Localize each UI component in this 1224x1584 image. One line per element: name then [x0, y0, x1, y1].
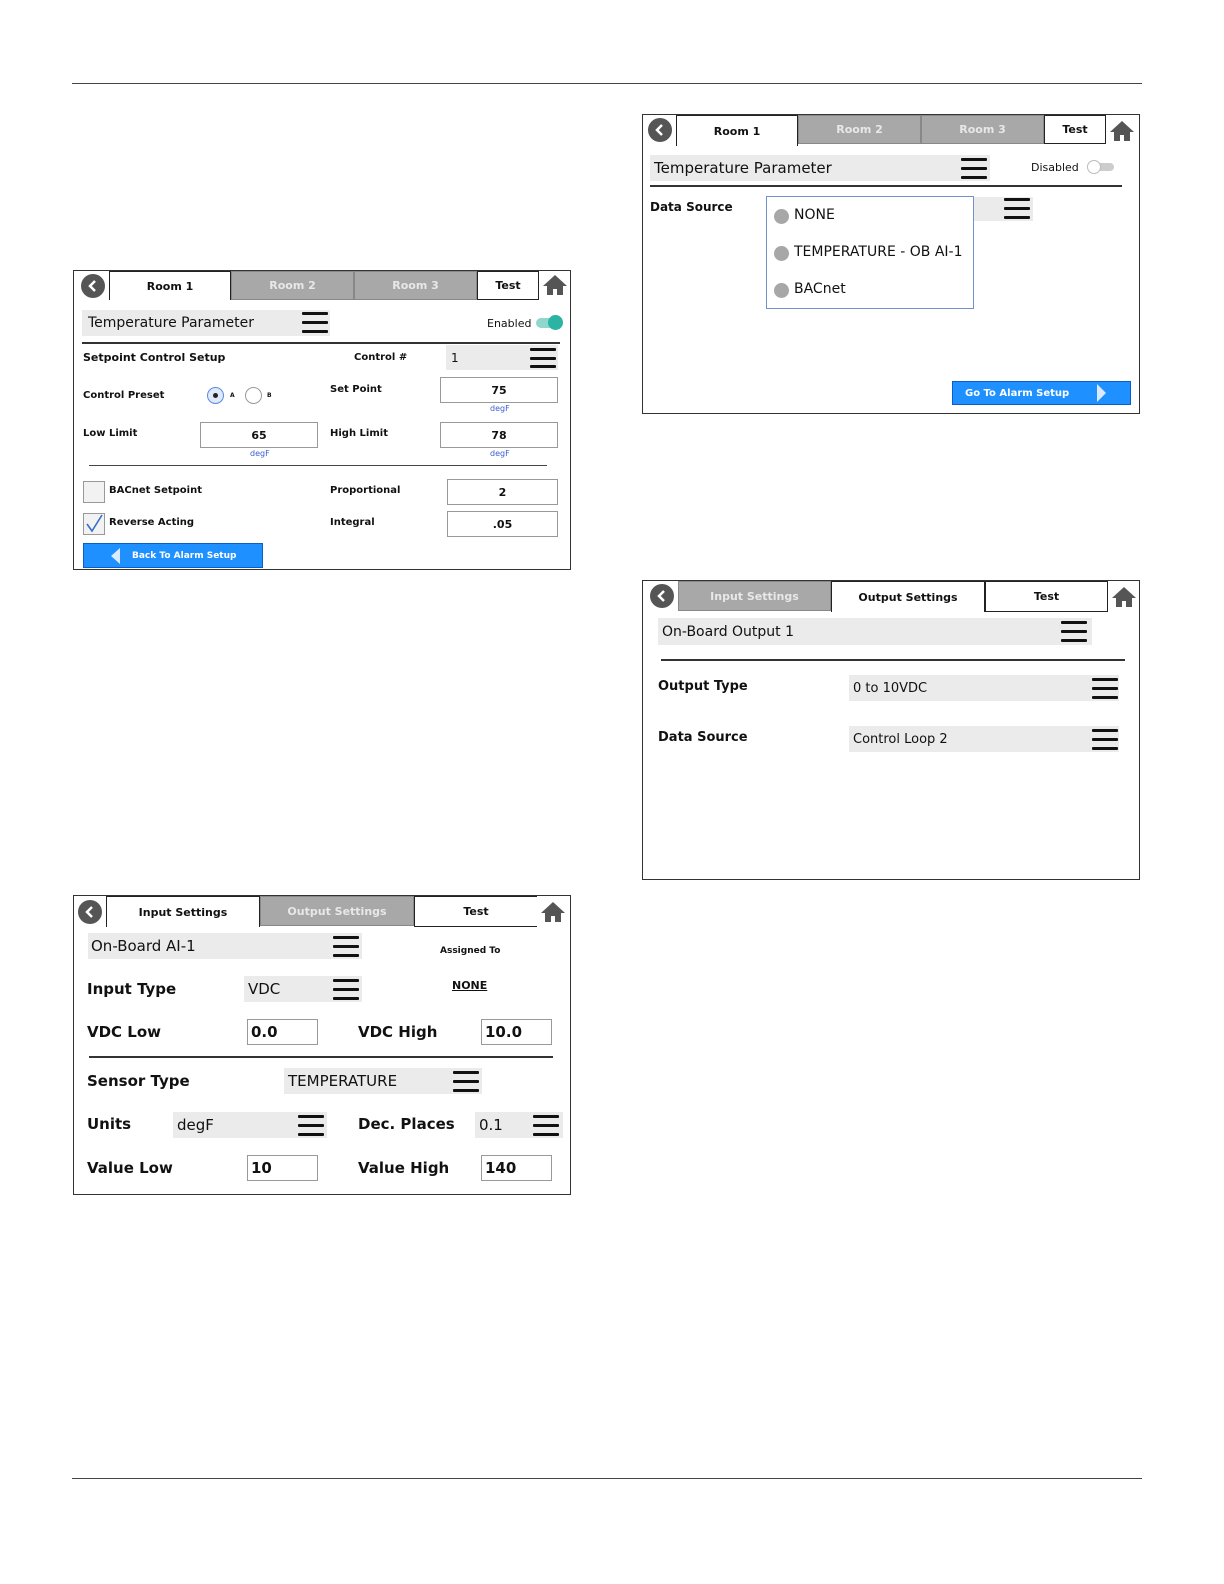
data-source-select[interactable] — [849, 726, 1119, 752]
proportional-input[interactable]: 2 — [447, 479, 558, 505]
input-type-value: VDC — [248, 980, 281, 998]
dec-places-label: Dec. Places — [358, 1115, 455, 1133]
screen-setpoint-control — [73, 270, 571, 570]
set-point-input[interactable]: 75 — [440, 377, 558, 403]
section-divider — [89, 465, 547, 466]
menu-icon[interactable] — [1061, 621, 1087, 642]
option-none-label: NONE — [794, 207, 835, 223]
back-button[interactable] — [81, 274, 105, 298]
high-limit-label: High Limit — [330, 428, 388, 439]
go-to-alarm-setup-button[interactable] — [952, 381, 1131, 405]
preset-a-label: A — [230, 392, 235, 399]
set-point-label: Set Point — [330, 384, 382, 395]
menu-icon[interactable] — [1092, 729, 1118, 750]
proportional-label: Proportional — [330, 485, 401, 496]
tab-input-settings[interactable]: Input Settings — [678, 581, 831, 611]
option-bacnet-label: BACnet — [794, 281, 846, 297]
output-type-select[interactable] — [849, 675, 1119, 701]
tab-room-3[interactable]: Room 3 — [354, 271, 477, 300]
data-source-dropdown — [766, 196, 974, 309]
vdc-high-label: VDC High — [358, 1023, 438, 1041]
set-point-unit: degF — [490, 404, 510, 413]
option-bacnet[interactable] — [767, 278, 973, 302]
menu-icon[interactable] — [333, 979, 359, 1000]
sensor-type-label: Sensor Type — [87, 1072, 190, 1090]
menu-icon[interactable] — [533, 1115, 559, 1136]
high-limit-input[interactable]: 78 — [440, 422, 558, 448]
chevron-left-icon — [83, 905, 97, 919]
header-divider — [82, 342, 560, 344]
tab-input-settings[interactable]: Input Settings — [106, 896, 260, 927]
output-type-label: Output Type — [658, 679, 748, 694]
menu-icon[interactable] — [1092, 678, 1118, 699]
value-low-label: Value Low — [87, 1159, 173, 1177]
status-label: Disabled — [1031, 161, 1079, 174]
control-label: Control # — [354, 352, 408, 363]
option-temperature-label: TEMPERATURE - OB AI-1 — [794, 244, 963, 260]
assigned-to-link[interactable]: NONE — [452, 979, 488, 992]
tab-test[interactable]: Test — [477, 271, 539, 300]
option-radio — [774, 283, 789, 298]
screen-input-settings — [73, 895, 571, 1195]
bacnet-setpoint-checkbox[interactable] — [83, 481, 105, 503]
go-to-alarm-setup-label: Go To Alarm Setup — [965, 387, 1070, 399]
header-divider — [661, 659, 1125, 661]
low-limit-label: Low Limit — [83, 428, 138, 439]
parameter-select[interactable] — [82, 310, 330, 336]
data-source-label: Data Source — [658, 730, 748, 745]
arrow-right-icon — [1096, 384, 1107, 402]
tab-room-2[interactable]: Room 2 — [231, 271, 354, 300]
vdc-low-label: VDC Low — [87, 1023, 162, 1041]
preset-b-radio[interactable] — [245, 387, 262, 404]
arrow-left-icon — [110, 548, 122, 564]
sensor-type-value: TEMPERATURE — [288, 1072, 398, 1090]
tab-output-settings[interactable]: Output Settings — [260, 896, 414, 926]
value-high-label: Value High — [358, 1159, 450, 1177]
menu-icon[interactable] — [302, 312, 328, 333]
reverse-acting-label: Reverse Acting — [109, 517, 195, 528]
value-low-input[interactable]: 10 — [247, 1155, 318, 1181]
input-select-value: On-Board AI-1 — [91, 937, 196, 955]
chevron-left-icon — [653, 123, 667, 137]
home-icon[interactable] — [1111, 586, 1137, 612]
status-label: Enabled — [487, 317, 532, 330]
tab-room-1[interactable]: Room 1 — [109, 271, 231, 300]
tab-output-settings[interactable]: Output Settings — [831, 581, 985, 612]
page-bottom-rule — [72, 1478, 1142, 1479]
check-icon — [84, 514, 104, 534]
control-select-value: 1 — [451, 350, 459, 365]
tab-test[interactable]: Test — [1044, 115, 1106, 144]
back-button[interactable] — [648, 118, 672, 142]
parameter-select-value: Temperature Parameter — [654, 159, 832, 177]
option-radio — [774, 246, 789, 261]
toggle-knob — [548, 315, 563, 330]
home-icon[interactable] — [540, 901, 566, 927]
vdc-low-input[interactable]: 0.0 — [247, 1019, 318, 1045]
tab-room-2[interactable]: Room 2 — [798, 115, 921, 144]
menu-icon[interactable] — [298, 1115, 324, 1136]
back-button[interactable] — [78, 900, 102, 924]
data-source-value: Control Loop 2 — [853, 731, 948, 747]
menu-icon[interactable] — [530, 348, 556, 368]
tab-test[interactable]: Test — [414, 896, 537, 927]
toggle-knob — [1087, 160, 1101, 174]
tab-room-1[interactable]: Room 1 — [676, 115, 798, 146]
parameter-select-value: Temperature Parameter — [88, 315, 254, 331]
reverse-acting-checkbox[interactable] — [83, 513, 105, 535]
input-select[interactable] — [88, 933, 362, 959]
low-limit-input[interactable]: 65 — [200, 422, 318, 448]
back-to-alarm-setup-label: Back To Alarm Setup — [132, 550, 237, 561]
units-value: degF — [177, 1116, 214, 1134]
chevron-left-icon — [86, 279, 100, 293]
menu-icon[interactable] — [961, 158, 987, 179]
section-divider — [89, 1056, 553, 1058]
back-to-alarm-setup-button[interactable] — [83, 543, 263, 568]
disabled-toggle[interactable] — [1090, 163, 1114, 171]
output-type-value: 0 to 10VDC — [853, 680, 928, 696]
data-source-label: Data Source — [650, 200, 733, 214]
page-top-rule — [72, 83, 1142, 84]
control-preset-label: Control Preset — [83, 390, 165, 401]
tab-room-3[interactable]: Room 3 — [921, 115, 1044, 144]
low-limit-unit: degF — [250, 449, 270, 458]
menu-icon[interactable] — [1004, 198, 1030, 219]
dec-places-value: 0.1 — [479, 1116, 503, 1134]
vdc-high-input[interactable]: 10.0 — [481, 1019, 552, 1045]
high-limit-unit: degF — [490, 449, 510, 458]
back-button[interactable] — [650, 584, 674, 608]
screen-data-source — [642, 114, 1140, 414]
preset-a-radio[interactable] — [207, 387, 224, 404]
output-select-value: On-Board Output 1 — [662, 623, 795, 640]
units-label: Units — [87, 1115, 132, 1133]
bacnet-setpoint-label: BACnet Setpoint — [109, 485, 202, 496]
header-divider — [650, 185, 1122, 187]
menu-icon[interactable] — [453, 1071, 479, 1092]
enabled-toggle[interactable] — [536, 318, 560, 328]
preset-b-label: B — [267, 392, 272, 399]
menu-icon[interactable] — [333, 936, 359, 957]
integral-label: Integral — [330, 517, 375, 528]
input-type-label: Input Type — [87, 980, 177, 998]
chevron-left-icon — [655, 589, 669, 603]
value-high-input[interactable]: 140 — [481, 1155, 552, 1181]
parameter-select[interactable] — [650, 155, 990, 181]
option-radio — [774, 209, 789, 224]
output-select[interactable] — [658, 618, 1092, 645]
screen-output-settings — [642, 580, 1140, 880]
option-temperature[interactable] — [767, 241, 973, 265]
integral-input[interactable]: .05 — [447, 511, 558, 537]
section-title: Setpoint Control Setup — [83, 351, 226, 364]
assigned-to-label: Assigned To — [440, 946, 501, 956]
home-icon[interactable] — [542, 274, 568, 300]
tab-test[interactable]: Test — [985, 581, 1108, 612]
option-none[interactable] — [767, 204, 973, 228]
home-icon[interactable] — [1109, 120, 1135, 146]
